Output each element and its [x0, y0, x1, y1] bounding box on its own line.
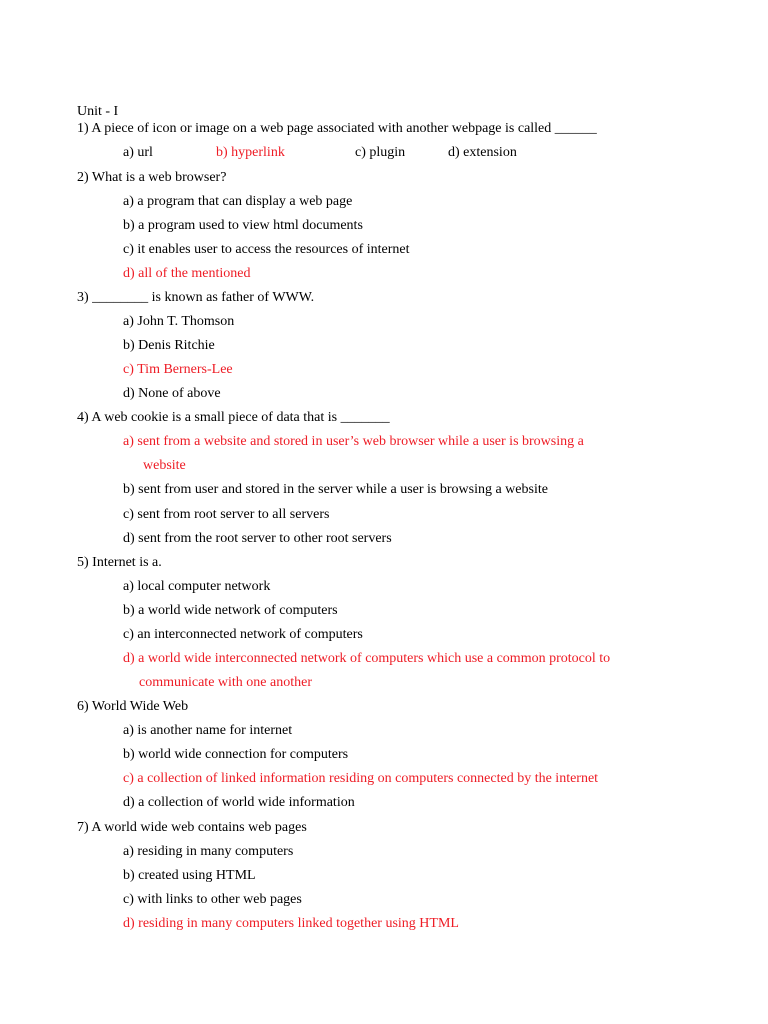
unit-heading: Unit - I	[77, 104, 119, 119]
question-1: 1) A piece of icon or image on a web page associated with another webpage is called ______	[77, 121, 597, 136]
question-7-option-c: c) with links to other web pages	[123, 892, 302, 907]
question-5: 5) Internet is a.	[77, 555, 162, 570]
question-3-option-b: b) Denis Ritchie	[123, 338, 215, 353]
question-5-option-d-correct: d) a world wide interconnected network of computers which use a common protocol to	[123, 651, 611, 666]
question-4-option-d: d) sent from the root server to other root servers	[123, 531, 392, 546]
question-3: 3) ________ is known as father of WWW.	[77, 290, 315, 305]
question-3-option-d: d) None of above	[123, 386, 221, 401]
question-6-option-d: d) a collection of world wide information	[123, 795, 355, 810]
question-6: 6) World Wide Web	[77, 699, 189, 714]
question-2-option-d-correct: d) all of the mentioned	[123, 266, 251, 281]
question-2-option-b: b) a program used to view html documents	[123, 218, 363, 233]
question-4-option-b: b) sent from user and stored in the server while a user is browsing a website	[123, 482, 548, 497]
question-3-option-a: a) John T. Thomson	[123, 314, 235, 329]
question-6-option-a: a) is another name for internet	[123, 723, 293, 738]
question-4-option-c: c) sent from root server to all servers	[123, 507, 330, 522]
question-3-option-c-correct: c) Tim Berners-Lee	[123, 362, 233, 377]
question-5-option-d-continuation: communicate with one another	[139, 675, 312, 690]
question-1-option-d: d) extension	[448, 145, 517, 160]
question-4: 4) A web cookie is a small piece of data that is _______	[77, 410, 390, 425]
question-2-option-a: a) a program that can display a web page	[123, 194, 353, 209]
question-2-option-c: c) it enables user to access the resources of internet	[123, 242, 410, 257]
question-7-option-a: a) residing in many computers	[123, 844, 294, 859]
question-5-option-b: b) a world wide network of computers	[123, 603, 338, 618]
question-6-option-b: b) world wide connection for computers	[123, 747, 349, 762]
question-1-option-b-correct: b) hyperlink	[216, 145, 285, 160]
question-7-option-b: b) created using HTML	[123, 868, 256, 883]
question-5-option-a: a) local computer network	[123, 579, 271, 594]
question-4-option-a-continuation: website	[143, 458, 186, 473]
question-7: 7) A world wide web contains web pages	[77, 820, 307, 835]
question-1-option-c: c) plugin	[355, 145, 406, 160]
question-6-option-c-correct: c) a collection of linked information residing on computers connected by the internet	[123, 771, 599, 786]
question-2: 2) What is a web browser?	[77, 170, 227, 185]
question-5-option-c: c) an interconnected network of computers	[123, 627, 363, 642]
question-7-option-d-correct: d) residing in many computers linked together using HTML	[123, 916, 459, 931]
question-1-option-a: a) url	[123, 145, 153, 160]
question-4-option-a-correct: a) sent from a website and stored in user’s web browser while a user is browsing a	[123, 434, 584, 449]
